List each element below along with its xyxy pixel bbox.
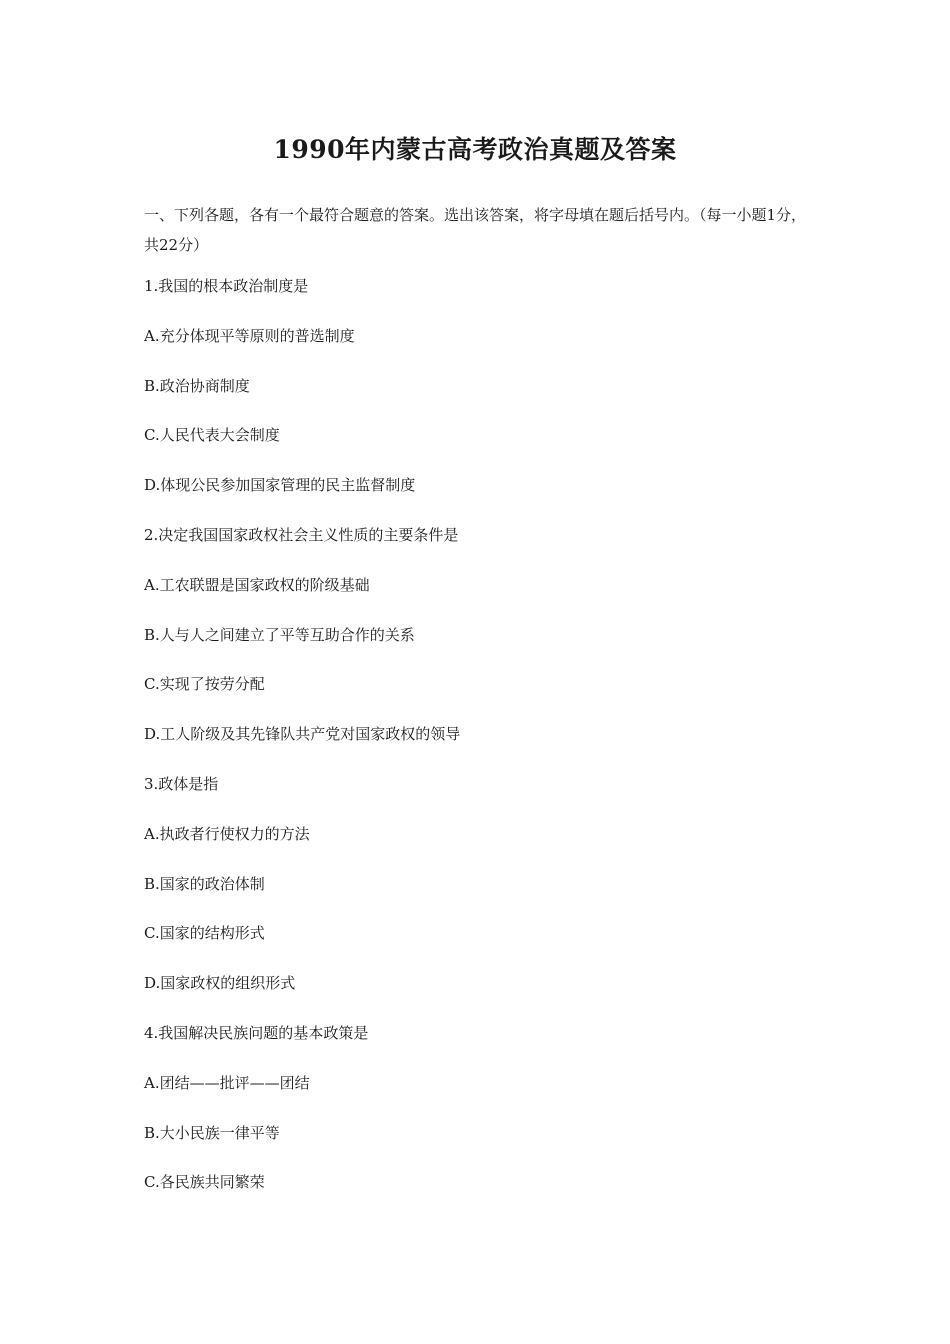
answer-option: A.团结——批评——团结	[144, 1073, 310, 1092]
answer-option: A.执政者行使权力的方法	[144, 824, 310, 843]
answer-option: B.大小民族一律平等	[144, 1123, 280, 1142]
document-title: 1990年内蒙古高考政治真题及答案	[273, 135, 677, 164]
section-instructions: 一、下列各题，各有一个最符合题意的答案。选出该答案，将字母填在题后括号内。（每一小题1分，共22分）	[144, 206, 807, 254]
answer-option: D.体现公民参加国家管理的民主监督制度	[144, 476, 416, 495]
answer-option: B.国家的政治体制	[144, 874, 265, 893]
answer-option: A.工农联盟是国家政权的阶级基础	[144, 575, 370, 594]
question-stem: 2.决定我国国家政权社会主义性质的主要条件是	[144, 525, 459, 544]
question-stem: 3.政体是指	[144, 774, 219, 793]
answer-option: B.政治协商制度	[144, 376, 250, 395]
answer-option: C.各民族共同繁荣	[144, 1173, 265, 1192]
answer-option: B.人与人之间建立了平等互助合作的关系	[144, 625, 415, 644]
answer-option: A.充分体现平等原则的普选制度	[144, 326, 355, 345]
question-stem: 4.我国解决民族问题的基本政策是	[144, 1023, 369, 1042]
answer-option: D.工人阶级及其先锋队共产党对国家政权的领导	[144, 725, 461, 744]
answer-option: C.实现了按劳分配	[144, 675, 265, 694]
answer-option: C.人民代表大会制度	[144, 426, 280, 445]
answer-option: D.国家政权的组织形式	[144, 974, 296, 993]
question-list	[144, 271, 814, 1217]
question-stem: 1.我国的根本政治制度是	[144, 277, 309, 295]
answer-option: C.国家的结构形式	[144, 924, 265, 943]
